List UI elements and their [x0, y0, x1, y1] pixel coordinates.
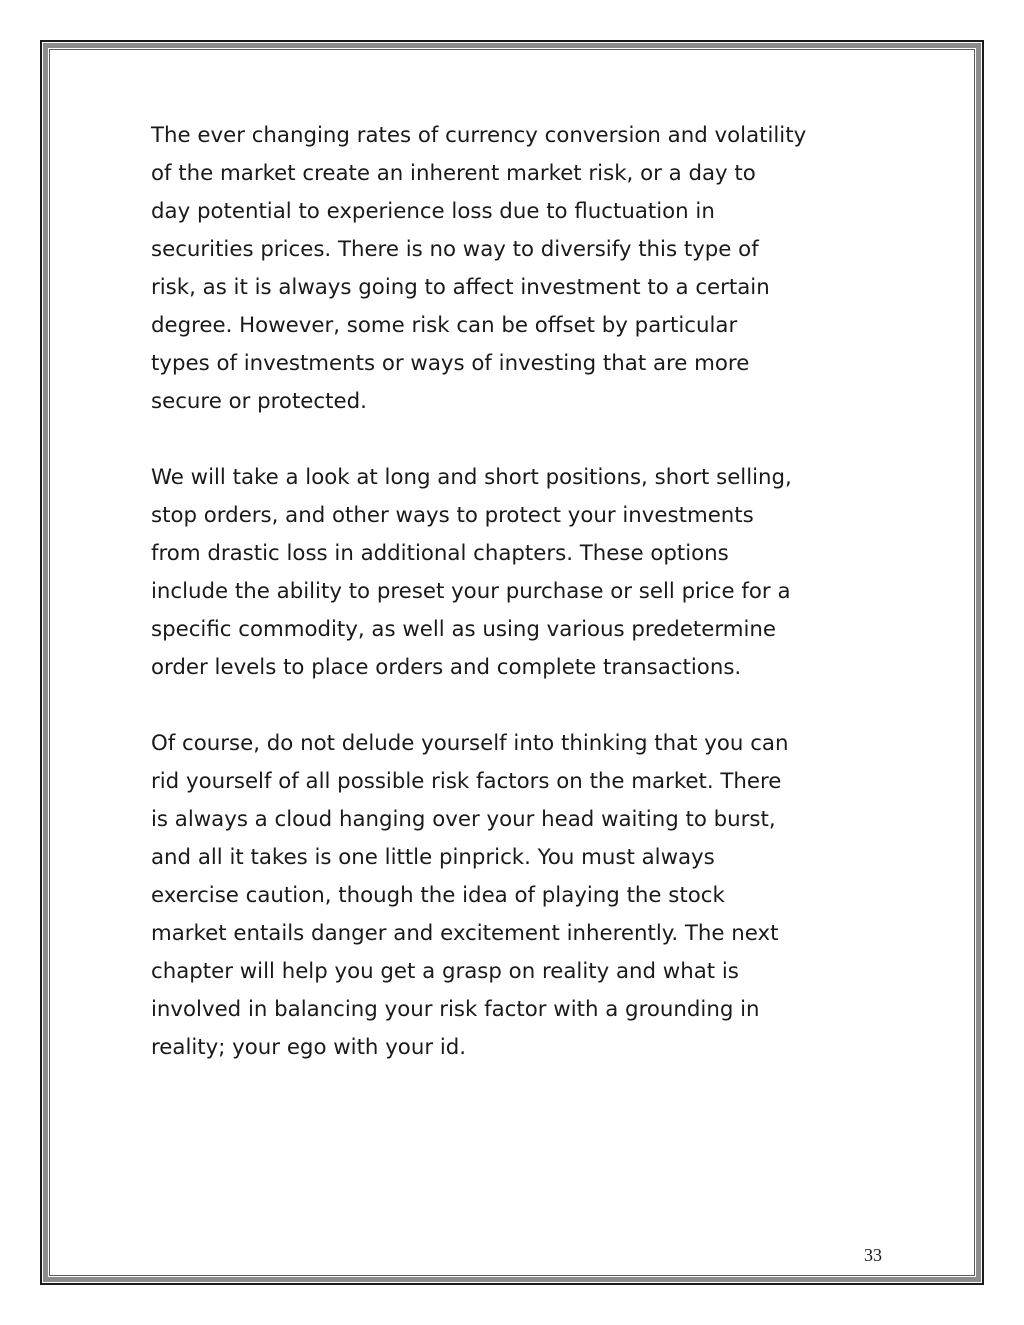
paragraph-protection-strategies: We will take a look at long and short positions, short selling, stop orders, and other ways to protect your investments from drastic loss in additional chapters. These options include the ability to preset your purchase or sell price for a specific commodity, as well as using various predetermine order levels to place orders and complete transactions. [151, 465, 792, 680]
paragraph-risk-caution: Of course, do not delude yourself into thinking that you can rid yourself of all possible risk factors on the market. There is always a cloud hanging over your head waiting to burst, and all it takes is one little pinprick. You must always exercise caution, though the idea of playing the stock market entails danger and excitement inherently. The next chapter will help you get a grasp on reality and what is involved in balancing your risk factor with a grounding in reality; your ego with your id. [151, 731, 789, 1060]
body-text [151, 117, 881, 1105]
paragraph-market-risk: The ever changing rates of currency conversion and volatility of the market create an inherent market risk, or a day to day potential to experience loss due to fluctuation in securities prices. There is no way to diversify this type of risk, as it is always going to affect investment to a certain degree. However, some risk can be offset by particular types of investments or ways of investing that are more secure or protected. [151, 123, 807, 414]
page-number: 33 [864, 1245, 882, 1265]
